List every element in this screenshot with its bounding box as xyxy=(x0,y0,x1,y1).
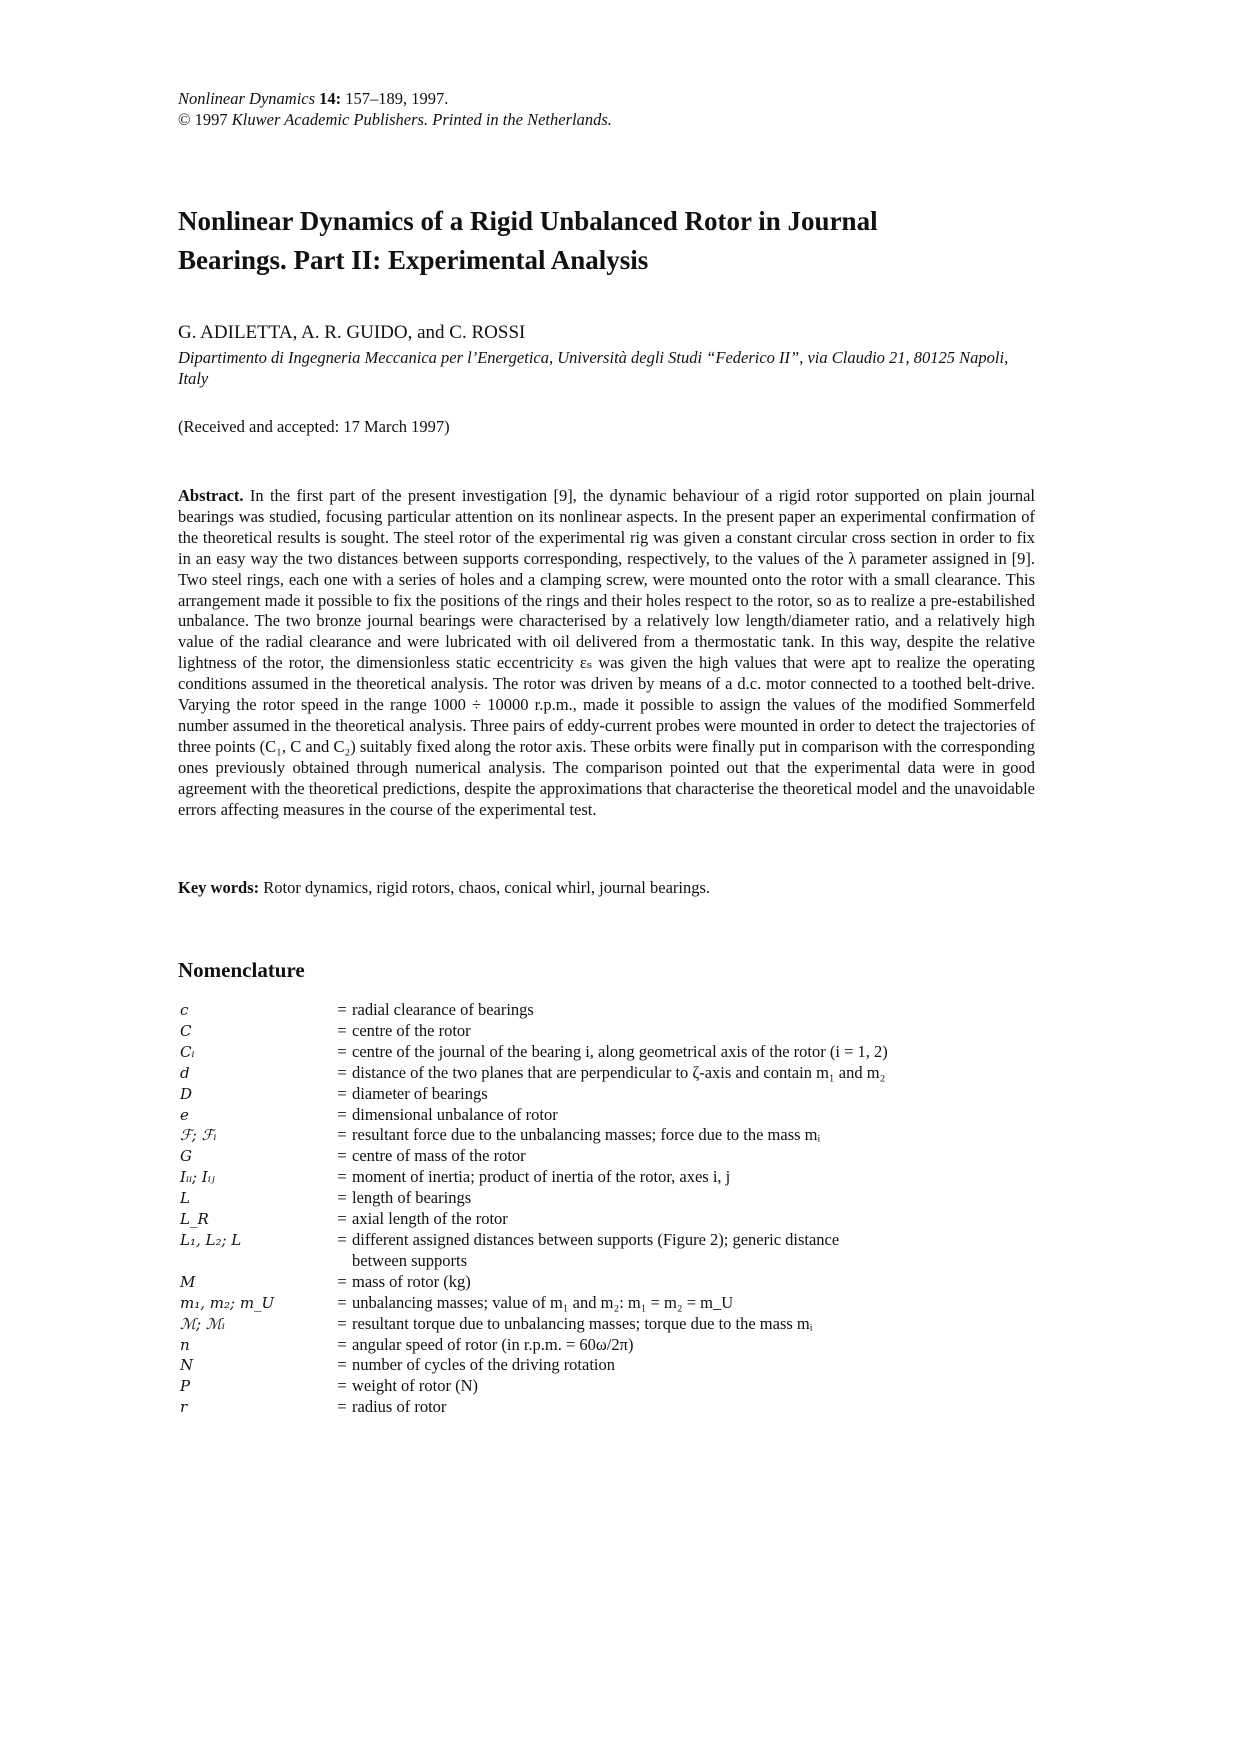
nomenclature-definition: dimensional unbalance of rotor xyxy=(352,1104,558,1124)
nomenclature-definition: length of bearings xyxy=(352,1188,472,1208)
nomenclature-equals: = xyxy=(337,1229,347,1249)
journal-copyright xyxy=(178,109,612,130)
authors: G. ADILETTA, A. R. GUIDO, and C. ROSSI xyxy=(178,322,526,343)
journal-volume: 14: xyxy=(319,89,342,108)
nomenclature-definition: number of cycles of the driving rotation xyxy=(352,1355,616,1375)
nomenclature-equals: = xyxy=(337,1376,347,1396)
nomenclature-equals: = xyxy=(337,1334,347,1354)
paper-title: Nonlinear Dynamics of a Rigid Unbalanced Rotor in Journal Bearings. Part II: Experimental Analysis xyxy=(178,206,878,275)
nomenclature-row xyxy=(178,1063,1035,1084)
abstract-text: In the first part of the present investigation [9], the dynamic behaviour of a rigid rotor supported on plain journal bearings was studied, focusing particular attention on its nonlinear aspects. In the present paper an experimental confirmation of the theoretical results is sought. The steel rotor of the experimental rig was given a constant circular cross section in order to fix in an easy way the two distances between supports corresponding, respectively, to the values of the λ parameter assigned in [9]. Two steel rings, each one with a series of holes and a clamping screw, were mounted onto the rotor with a small clearance. This arrangement made it possible to fix the positions of the rings and their holes respect to the rotor, so as to realize a pre-estabilished unbalance. The two bronze journal bearings were characterised by a relatively low length/diameter ratio, and a relatively high value of the radial clearance and were lubricated with oil delivered from a thermostatic tank. In this way, despite the relative lightness of the rotor, the dimensionless static eccentricity εₛ was given the high values that were apt to realize the operating conditions assumed in the theoretical analysis. The rotor was driven by means of a d.c. motor connected to a toothed belt-drive. Varying the rotor speed in the range 1000 ÷ 10000 r.p.m., made it possible to assign the values of the modified Sommerfeld number assumed in the theoretical analysis. Three pairs of eddy-current probes were mounted in order to detect the trajectories of three points (C₁, C and C₂) suitably fixed along the rotor axis. These orbits were finally put in comparison with the corresponding ones previously obtained through numerical analysis. The comparison pointed out that the experimental data were in good agreement with the theoretical predictions, despite the approximations that characterise the theoretical model and the unavoidable errors affecting measures in the course of the experimental test. xyxy=(178,486,1036,819)
nomenclature-table xyxy=(178,1000,1035,1418)
nomenclature-row xyxy=(178,1167,1035,1188)
nomenclature-row xyxy=(178,1042,1035,1063)
nomenclature-symbol: P xyxy=(180,1377,191,1396)
nomenclature-equals: = xyxy=(337,1083,347,1103)
nomenclature-row xyxy=(178,1335,1035,1356)
nomenclature-symbol: L_R xyxy=(180,1210,209,1229)
nomenclature-symbol: C xyxy=(180,1021,192,1040)
nomenclature-definition: centre of mass of the rotor xyxy=(352,1146,526,1166)
keywords xyxy=(178,878,710,898)
nomenclature-equals: = xyxy=(337,1125,347,1145)
journal-name: Nonlinear Dynamics xyxy=(178,89,316,108)
keywords-text: Rotor dynamics, rigid rotors, chaos, conical whirl, journal bearings. xyxy=(263,878,711,897)
nomenclature-definition: weight of rotor (N) xyxy=(352,1376,479,1396)
nomenclature-definition: between supports xyxy=(352,1250,468,1270)
nomenclature-row xyxy=(178,1021,1035,1042)
nomenclature-equals: = xyxy=(337,1020,347,1040)
nomenclature-row xyxy=(178,1084,1035,1105)
nomenclature-equals: = xyxy=(337,1188,347,1208)
printed-location: Printed in the Netherlands. xyxy=(432,110,612,129)
journal-citation xyxy=(178,88,612,109)
nomenclature-symbol: L xyxy=(180,1189,190,1208)
nomenclature-symbol: Iᵢᵢ; Iᵢⱼ xyxy=(180,1168,215,1187)
abstract-label: Abstract. xyxy=(178,486,244,505)
nomenclature-definition: mass of rotor (kg) xyxy=(352,1271,471,1291)
nomenclature-symbol: m₁, m₂; m_U xyxy=(180,1293,275,1312)
nomenclature-equals: = xyxy=(337,1104,347,1124)
nomenclature-equals: = xyxy=(337,1271,347,1291)
nomenclature-definition: radius of rotor xyxy=(352,1397,447,1417)
nomenclature-row xyxy=(178,1376,1035,1397)
nomenclature-definition: unbalancing masses; value of m₁ and m₂: m₁ = m₂ = m_U xyxy=(352,1292,734,1312)
nomenclature-row xyxy=(178,1397,1035,1418)
nomenclature-symbol: L₁, L₂; L xyxy=(180,1230,242,1249)
nomenclature-definition: axial length of the rotor xyxy=(352,1209,508,1229)
nomenclature-definition: resultant force due to the unbalancing masses; force due to the mass mᵢ xyxy=(352,1125,821,1145)
nomenclature-equals: = xyxy=(337,1062,347,1082)
nomenclature-symbol: G xyxy=(180,1147,192,1166)
journal-header xyxy=(178,88,612,130)
nomenclature-row xyxy=(178,1251,1035,1272)
nomenclature-equals: = xyxy=(337,1355,347,1375)
nomenclature-symbol xyxy=(178,1251,332,1272)
nomenclature-equals: = xyxy=(337,1167,347,1187)
nomenclature-definition: centre of the rotor xyxy=(352,1020,471,1040)
nomenclature-equals: = xyxy=(337,1000,347,1019)
nomenclature-equals: = xyxy=(337,1313,347,1333)
nomenclature-symbol: ℳ; ℳᵢ xyxy=(180,1314,225,1333)
nomenclature-definition: angular speed of rotor (in r.p.m. = 60ω/2π) xyxy=(352,1334,634,1354)
nomenclature-symbol: D xyxy=(180,1084,193,1103)
nomenclature-row xyxy=(178,1209,1035,1230)
nomenclature-row xyxy=(178,1105,1035,1126)
nomenclature-row xyxy=(178,1188,1035,1209)
nomenclature-symbol: ℱ; ℱᵢ xyxy=(180,1126,217,1145)
abstract xyxy=(178,486,1035,821)
publisher: Kluwer Academic Publishers. xyxy=(231,110,429,129)
journal-pages-year: 157–189, 1997. xyxy=(345,89,449,108)
nomenclature-definition: radial clearance of bearings xyxy=(352,1000,534,1019)
copyright-icon: © xyxy=(178,110,191,129)
nomenclature-symbol: n xyxy=(180,1335,190,1354)
nomenclature-symbol: Cᵢ xyxy=(180,1042,195,1061)
nomenclature-row xyxy=(178,1230,1035,1251)
affiliation: Dipartimento di Ingegneria Meccanica per l’Energetica, Università degli Studi “Federico II”, via Claudio 21, 80125 Napoli, Italy xyxy=(178,348,1009,388)
nomenclature-definition: different assigned distances between supports (Figure 2); generic distance xyxy=(352,1229,840,1249)
nomenclature-definition: moment of inertia; product of inertia of the rotor, axes i, j xyxy=(352,1167,731,1187)
received-date: (Received and accepted: 17 March 1997) xyxy=(178,417,450,436)
nomenclature-symbol: M xyxy=(180,1272,196,1291)
nomenclature-equals: = xyxy=(337,1397,347,1417)
nomenclature-symbol: c xyxy=(180,1001,189,1019)
nomenclature-definition: diameter of bearings xyxy=(352,1083,488,1103)
nomenclature-row xyxy=(178,1146,1035,1167)
nomenclature-row xyxy=(178,1272,1035,1293)
nomenclature-symbol: N xyxy=(180,1356,194,1375)
nomenclature-definition: distance of the two planes that are perpendicular to ζ-axis and contain m₁ and m₂ xyxy=(352,1062,886,1082)
nomenclature-row xyxy=(178,1314,1035,1335)
nomenclature-equals: = xyxy=(337,1209,347,1229)
nomenclature-heading: Nomenclature xyxy=(178,958,305,982)
nomenclature-row xyxy=(178,1293,1035,1314)
nomenclature-equals: = xyxy=(337,1146,347,1166)
nomenclature-symbol: d xyxy=(180,1063,190,1082)
nomenclature-equals: = xyxy=(337,1041,347,1061)
nomenclature-row xyxy=(178,1355,1035,1376)
copyright-year: 1997 xyxy=(194,110,228,129)
keywords-label: Key words: xyxy=(178,878,260,897)
nomenclature-symbol: e xyxy=(180,1105,189,1124)
nomenclature-symbol: r xyxy=(180,1398,188,1417)
nomenclature-row xyxy=(178,1125,1035,1146)
nomenclature-definition: resultant torque due to unbalancing masses; torque due to the mass mᵢ xyxy=(352,1313,813,1333)
nomenclature-equals xyxy=(332,1251,352,1272)
nomenclature-equals: = xyxy=(337,1292,347,1312)
nomenclature-definition: centre of the journal of the bearing i, along geometrical axis of the rotor (i = 1, 2) xyxy=(352,1041,888,1061)
nomenclature-row xyxy=(178,1000,1035,1021)
